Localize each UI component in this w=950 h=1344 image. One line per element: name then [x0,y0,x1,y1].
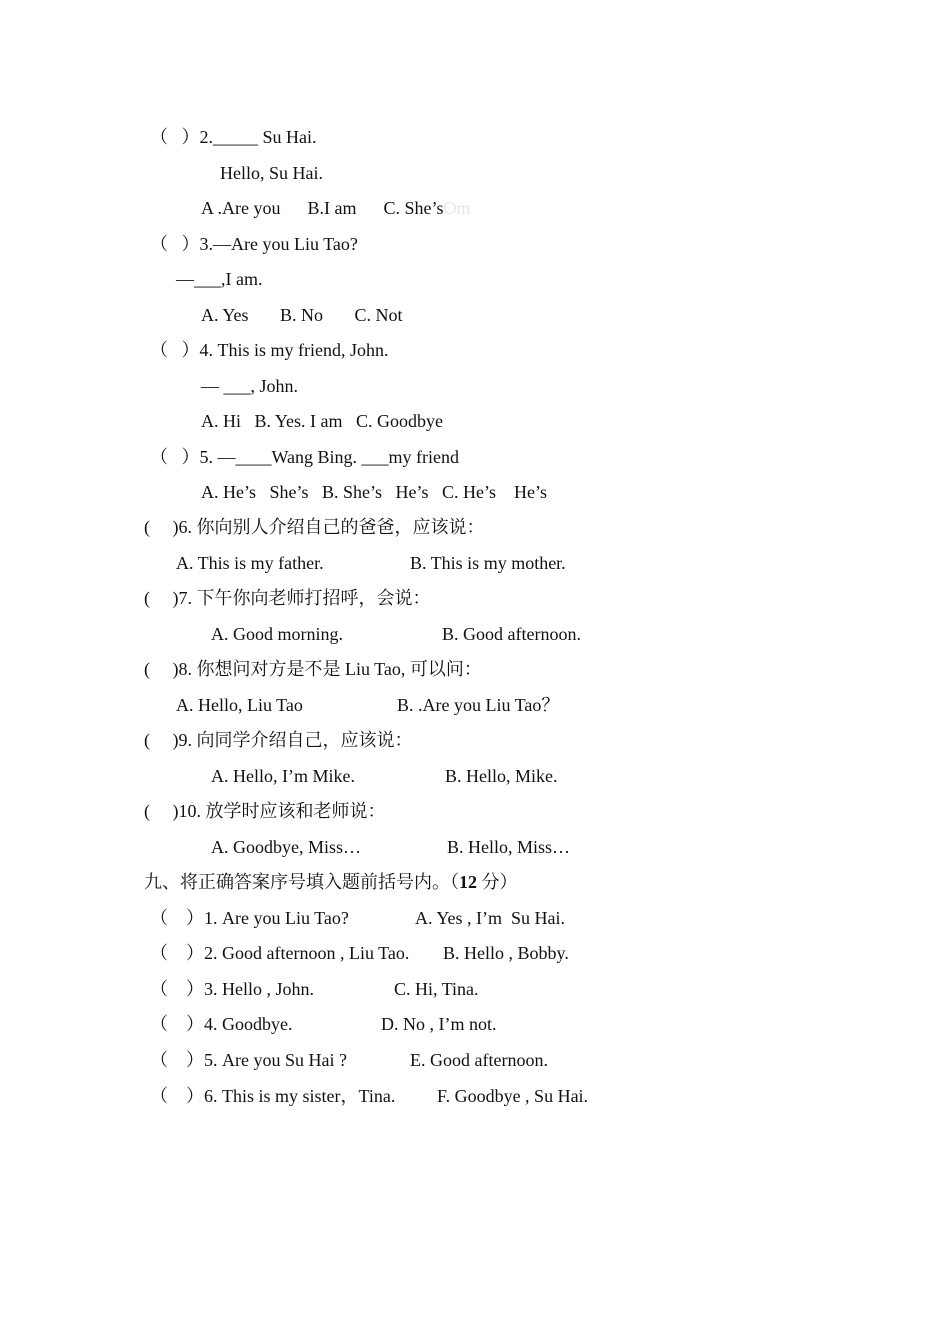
question-10-option-a: A. Goodbye, Miss… [211,837,362,857]
question-7-stem: ( )7. 下午你向老师打招呼，会说： [144,588,431,608]
question-4-stem: （ ）4. This is my friend, John. [150,340,389,360]
match-answer-e: E. Good afternoon. [410,1050,548,1070]
question-4-options: A. Hi B. Yes. I am C. Goodbye [201,411,444,431]
question-3-response: —___,I am. [176,269,263,289]
match-answer-f: F. Goodbye , Su Hai. [437,1086,589,1106]
match-answer-c: C. Hi, Tina. [394,979,479,999]
match-answer-b: B. Hello , Bobby. [443,943,569,963]
question-2-options-text: A .Are you B.I am C. She’s [201,198,444,218]
question-5-options: A. He’s She’s B. She’s He’s C. He’s He’s [201,482,547,502]
question-10-option-b: B. Hello, Miss… [447,837,571,857]
question-7-option-a: A. Good morning. [211,624,343,644]
question-2-stem: （ ）2._____ Su Hai. [150,127,317,147]
section-9-heading-suffix: 分） [477,872,518,892]
match-question-4: （ ）4. Goodbye. [150,1014,293,1034]
question-8-option-b: B. .Are you Liu Tao？ [397,695,560,715]
question-2-options [201,197,471,219]
question-3-options: A. Yes B. No C. Not [201,305,403,325]
section-9-heading [144,871,518,893]
question-5-stem: （ ）5. —____Wang Bing. ___my friend [150,447,460,467]
question-4-response: — ___, John. [201,376,299,396]
question-6-stem: ( )6. 你向别人介绍自己的爸爸，应该说： [144,517,485,537]
question-6-option-a: A. This is my father. [176,553,324,573]
question-8-stem: ( )8. 你想问对方是不是 Liu Tao, 可以问： [144,659,482,679]
match-answer-a: A. Yes , I’m Su Hai. [415,908,566,928]
question-9-option-b: B. Hello, Mike. [445,766,558,786]
question-2-response: Hello, Su Hai. [220,163,323,183]
watermark-mark: Om [443,198,471,218]
match-question-2: （ ）2. Good afternoon , Liu Tao. [150,943,410,963]
question-9-stem: ( )9. 向同学介绍自己，应该说： [144,730,413,750]
question-10-stem: ( )10. 放学时应该和老师说： [144,801,386,821]
section-9-points: 12 [459,872,477,892]
question-6-option-b: B. This is my mother. [410,553,566,573]
match-question-6: （ ）6. This is my sister，Tina. [150,1086,396,1106]
match-question-1: （ ）1. Are you Liu Tao? [150,908,349,928]
match-answer-d: D. No , I’m not. [381,1014,497,1034]
match-question-5: （ ）5. Are you Su Hai ? [150,1050,347,1070]
match-question-3: （ ）3. Hello , John. [150,979,314,999]
section-9-heading-prefix: 九、将正确答案序号填入题前括号内。（ [144,872,459,892]
question-9-option-a: A. Hello, I’m Mike. [211,766,355,786]
question-8-option-a: A. Hello, Liu Tao [176,695,303,715]
question-3-stem: （ ）3.—Are you Liu Tao? [150,234,358,254]
question-7-option-b: B. Good afternoon. [442,624,581,644]
